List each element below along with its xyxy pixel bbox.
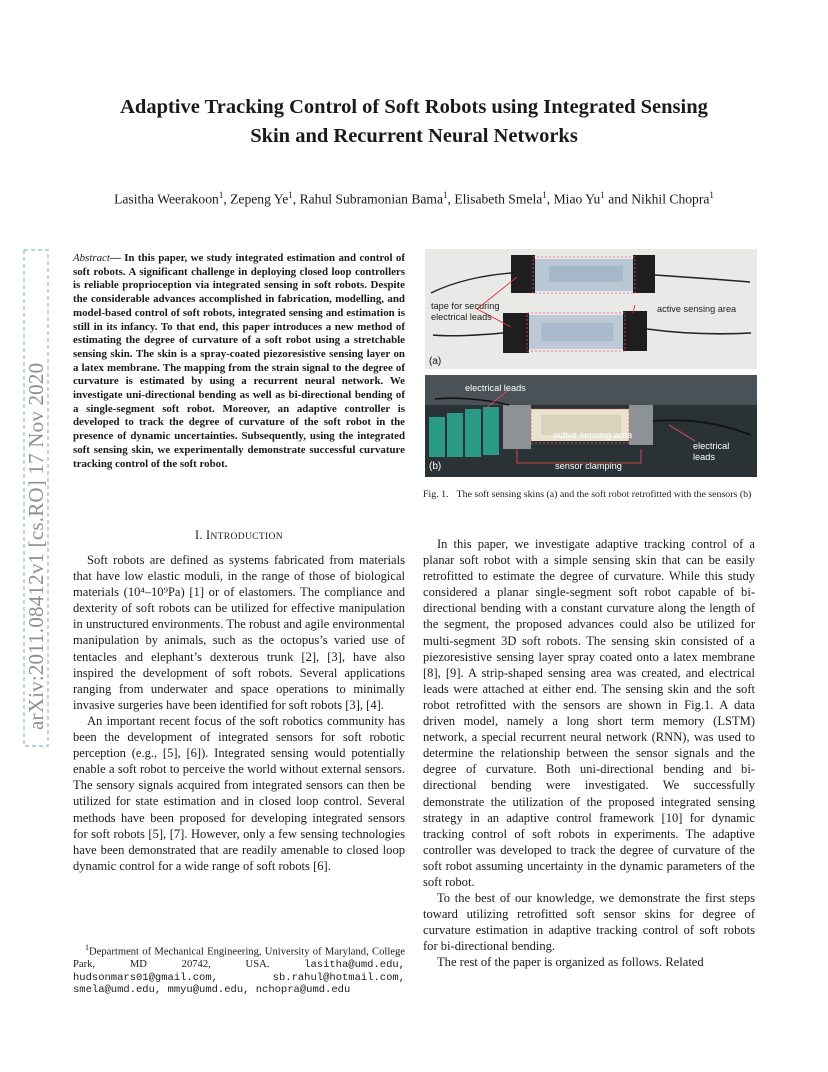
figure-1-caption	[423, 489, 755, 501]
right-paragraph-1: In this paper, we investigate adaptive tracking control of a planar soft robot with a simple sensing skin that can be easily retrofitted to estimate the degree of curvature. While this study considered a planar single-segment soft robot capable of bi-directional bending with a constant curvature along the length of the segment, the proposed advances could also be utilized for multi-segment 3D soft robots. The sensing skin consisted of a piezoresistive sensing layer spray coated onto a latex membrane [8], [9]. A strip-shaped sensing area was created, and electrical leads were attached at either end. The sensing skin and the soft robot retrofitted with the sensors are shown in Fig.1. A data driven model, namely a long short term memory (LSTM) network, a special recurrent neural network (RNN), was used to determine the relationship between the sensor signals and the degree of curvature. Both uni-directional bending and bi-directional bending were investigated. We successfully demonstrate the utilization of the proposed integrated sensing strategy in an adaptive control framework [10] for dynamic tracking control of soft robots in experiments. The adaptive controller was developed to track the degree of curvature of the soft robot assuming uncertainty in the dynamic parameters of the soft robot.	[423, 537, 755, 889]
intro-paragraph-1: Soft robots are defined as systems fabricated from materials that have low elastic moduli, in the range of those of biological materials (10⁴–10⁹Pa) [1] or of elastomers. The compliance and dexterity of soft robots can be utilized for effective manipulation in unstructured environments. The robust and agile environmental manipulation by animals, such as the octopus’s varied use of tentacles and elephant’s dexterous trunk [2], [3], have also inspired the development of soft robots. Several applications ranging from underwater and space operations to minimally invasive surgeries have been identified for soft robots [3], [4].	[73, 553, 405, 712]
author-name: Nikhil Chopra	[631, 191, 710, 207]
label-panel-a: (a)	[429, 356, 442, 367]
intro-left-column	[73, 552, 405, 874]
author-name: Zepeng Ye	[230, 191, 289, 207]
label-active-sensing-bottom: active sensing area	[553, 430, 633, 440]
author-affiliation-mark: 1	[709, 190, 714, 200]
label-sensor-clamping: sensor clamping	[555, 461, 622, 471]
author-affiliation-mark: 1	[288, 190, 293, 200]
author-affiliation-mark: 1	[600, 190, 605, 200]
author-affiliation-mark: 1	[218, 190, 224, 200]
affiliation-footnote	[73, 942, 405, 997]
author-name: Rahul Subramonian Bama	[299, 191, 444, 207]
abstract-lead: Abstract	[73, 252, 110, 264]
section-title-rest: NTRODUCTION	[210, 531, 283, 542]
author-affiliation-mark: 1	[542, 190, 547, 200]
footnote-affiliation: Department of Mechanical Engineering, University of Maryland, College Park, MD 20742, USA.	[73, 946, 405, 971]
figure-caption-text: The soft sensing skins (a) and the soft robot retrofitted with the sensors (b)	[456, 489, 752, 500]
paper-title	[60, 93, 768, 151]
abstract-text: — In this paper, we study integrated estimation and control of soft robots. A significant challenge in deploying closed loop controllers is reliable proprioception via integrated sensing in soft robots. Despite the considerable advances accomplished in fabrication, modelling, and model-based control of soft robots, integrated sensing and estimation is still in its infancy. To that end, this paper introduces a new method of estimating the degree of curvature of a soft robot using a stretchable sensing skin. The skin is a spray-coated piezoresistive sensing layer on a latex membrane. The mapping from the strain signal to the degree of curvature is estimated by using a recurrent neural network. We investigate uni-directional bending as well as bi-directional bending of a single-segment soft robot. Moreover, an adaptive controller is developed to track the degree of curvature of the soft robot in the presence of dynamic uncertainties. Subsequently, using the integrated soft sensing skin, we experimentally demonstrate successful curvature tracking control of the soft robot.	[73, 252, 405, 470]
figure-caption-number: Fig. 1.	[423, 489, 449, 500]
author-affiliation-mark: 1	[443, 190, 448, 200]
right-paragraph-3: The rest of the paper is organized as follows. Related	[437, 955, 704, 970]
figure-1	[425, 249, 757, 477]
arxiv-stamp	[22, 248, 50, 748]
footnote-mark: 1	[85, 943, 89, 952]
label-electrical-leads-right: electrical leads	[693, 441, 730, 462]
abstract	[73, 252, 405, 471]
author-name: Miao Yu	[553, 191, 601, 207]
section-heading-introduction	[73, 528, 405, 543]
right-paragraph-2: To the best of our knowledge, we demonstrate the first steps toward utilizing retrofitted soft sensor skins for degree of curvature estimation in adaptive tracking control of soft robots for bi-directional bending.	[423, 891, 755, 954]
title-line-1: Adaptive Tracking Control of Soft Robots using Integrated Sensing	[120, 96, 708, 118]
title-line-2: Skin and Recurrent Neural Networks	[250, 125, 578, 147]
arxiv-id: arXiv:2011.08412v1 [cs.RO] 17 Nov 2020	[24, 362, 48, 730]
label-panel-b: (b)	[429, 461, 442, 472]
label-electrical-leads-top: electrical leads	[465, 383, 526, 393]
label-tape: tape for securing electrical leads	[431, 301, 500, 322]
footnote-emails: lasitha@umd.edu, hudsonmars01@gmail.com, sb.rahul@hotmail.com, smela@umd.edu, mmyu@umd.edu, nchopra@umd.edu	[73, 959, 405, 997]
intro-paragraph-2: An important recent focus of the soft robotics community has been the development of integrated sensors for soft robotic perception (e.g., [5], [6]). Integrated sensing would potentially enable a soft robot to perceive the world without external sensors. The sensory signals acquired from integrated sensors can then be utilized for state estimation and in closed loop control. Several methods have been proposed for developing integrated sensors for soft robots [5], [7]. However, only a few sensing technologies have been demonstrated that are readily amenable to closed loop dynamic control for a wide range of soft robots [6].	[73, 713, 405, 873]
intro-right-column	[423, 536, 755, 971]
section-first-letter: I	[206, 528, 211, 542]
author-list: Lasitha Weerakoon$^1$, Zepeng Ye$^1$, Rahul Subramonian Bama$^1$, Elisabeth Smela$^1$, Miao Yu$^1$ and Nikhil Chopra$^1$	[114, 190, 714, 207]
section-numeral: I.	[194, 528, 207, 542]
author-name: Elisabeth Smela	[454, 191, 543, 207]
author-name: Lasitha Weerakoon	[114, 191, 219, 207]
label-active-sensing-top: active sensing area	[657, 304, 737, 314]
